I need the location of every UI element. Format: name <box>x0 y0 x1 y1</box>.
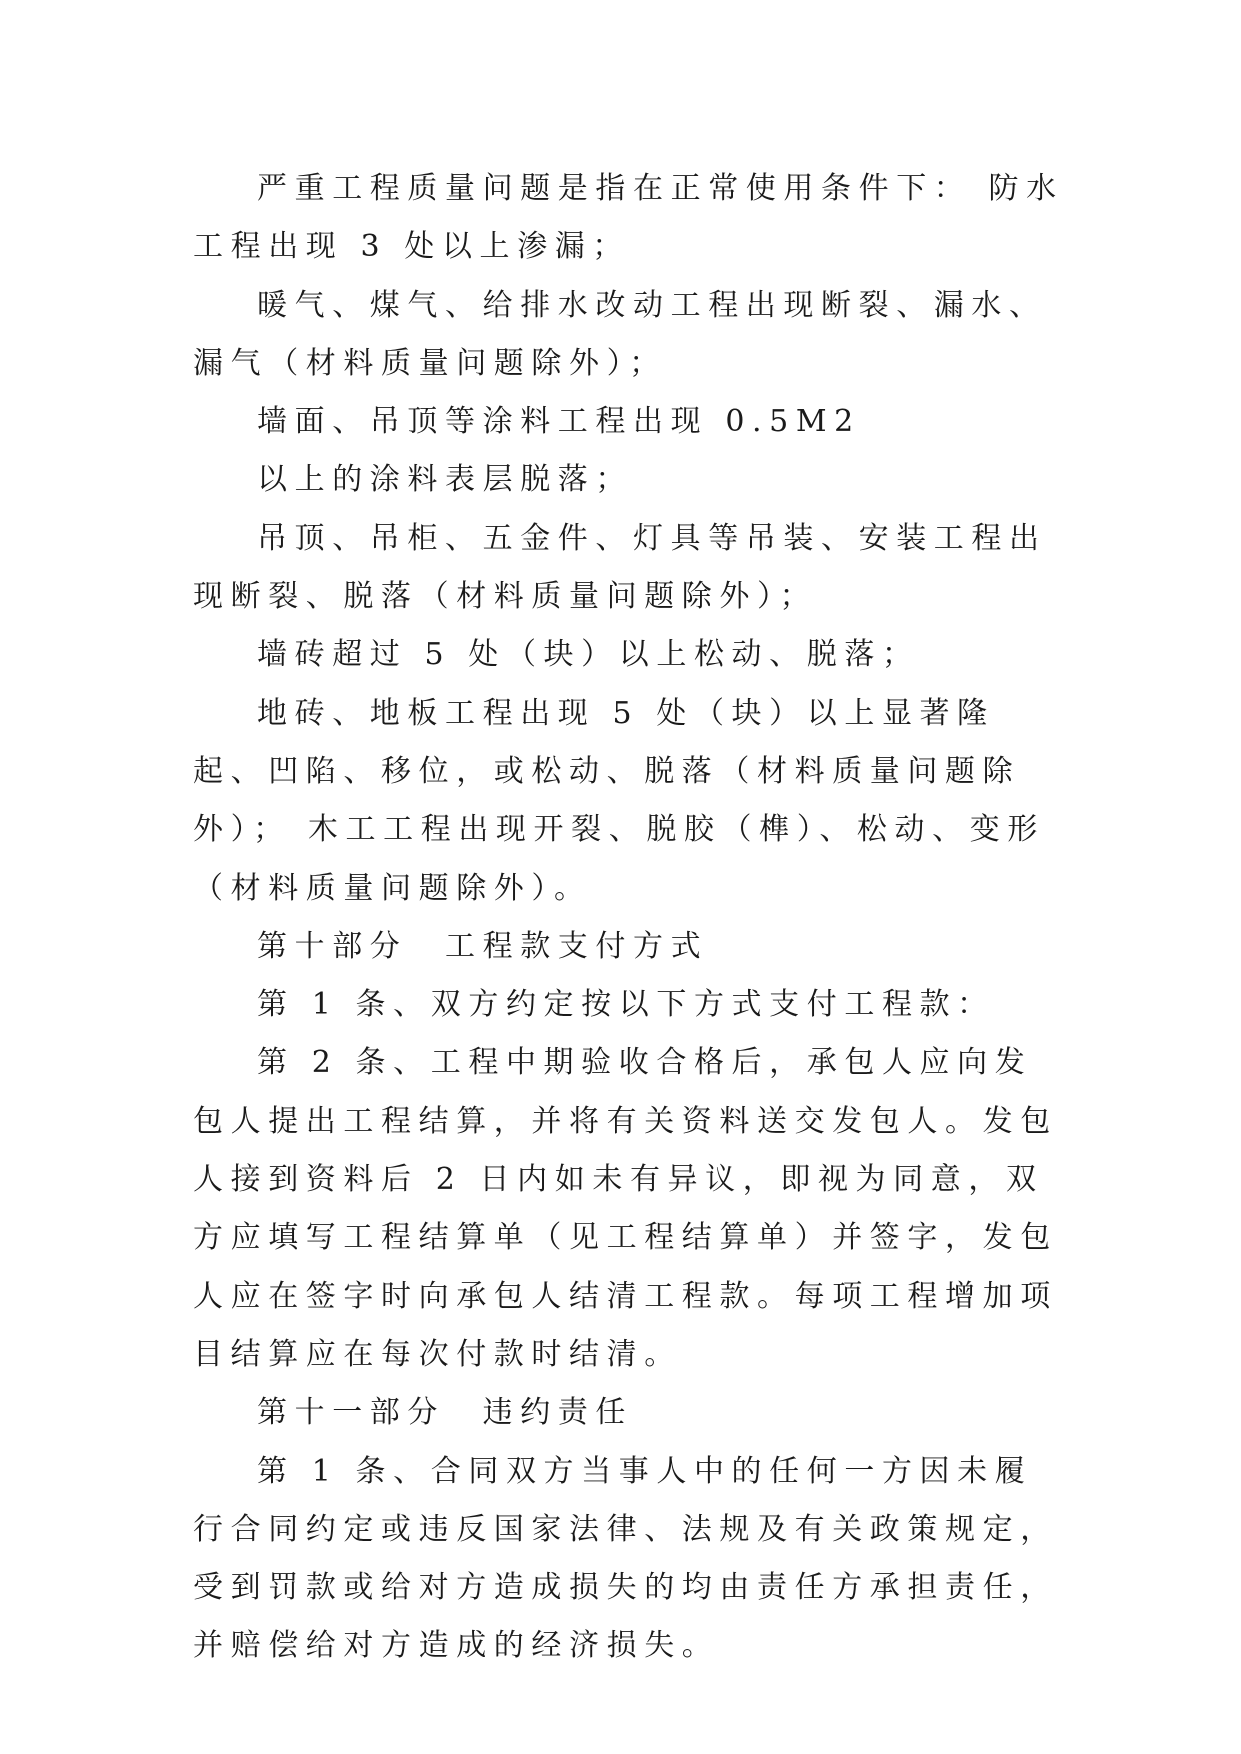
section-heading-payment: 第十部分 工程款支付方式 <box>257 928 709 964</box>
paragraph-liability-article-1: 第 1 条、合同双方当事人中的任何一方因未履行合同约定或违反国家法律、法规及有关政策规定，受到罚款或给对方造成损失的均由责任方承担责任，并赔偿给对方造成的经济损失。 <box>193 1453 1058 1664</box>
paragraph-paint-peeling: 以上的涂料表层脱落； <box>257 462 633 498</box>
paragraph-plumbing: 暖气、煤气、给排水改动工程出现断裂、漏水、漏气（材料质量问题除外）； <box>193 287 1047 381</box>
paragraph-payment-article-1: 第 1 条、双方约定按以下方式支付工程款： <box>257 987 995 1023</box>
paragraph-quality-definition: 严重工程质量问题是指在正常使用条件下： 防水工程出现 3 处以上渗漏； <box>193 171 1064 265</box>
section-heading-liability: 第十一部分 违约责任 <box>257 1395 633 1431</box>
paragraph-hanging-installation: 吊顶、吊柜、五金件、灯具等吊装、安装工程出现断裂、脱落（材料质量问题除外）； <box>193 520 1047 615</box>
paragraph-wall-tiles: 墙砖超过 5 处（块）以上松动、脱落； <box>257 637 920 673</box>
paragraph-floor-woodwork: 地砖、地板工程出现 5 处（块）以上显著隆起、凹陷、移位，或松动、脱落（材料质量问题除外）； 木工工程出现开裂、脱胶（榫）、松动、变形（材料质量问题除外）。 <box>193 695 1045 906</box>
document-body <box>193 160 1065 1676</box>
paragraph-wall-ceiling-paint: 墙面、吊顶等涂料工程出现 0.5M2 <box>257 404 861 440</box>
paragraph-payment-article-2: 第 2 条、工程中期验收合格后，承包人应向发包人提出工程结算，并将有关资料送交发包人。发包人接到资料后 2 日内如未有异议，即视为同意，双方应填写工程结算单（见工程结算单）并签字，发包人应在签字时向承包人结清工程款。每项工程增加项目结算应在每次付款时结清。 <box>193 1045 1058 1372</box>
